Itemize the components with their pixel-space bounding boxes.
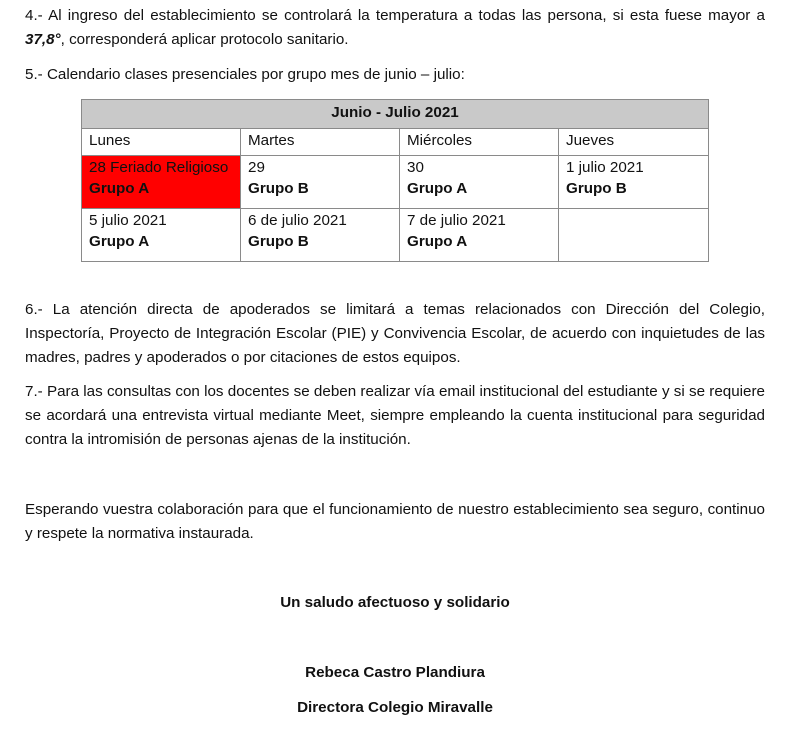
cell-date: 30: [407, 159, 424, 176]
calendar-week-row: [82, 209, 709, 262]
calendar-cell: [241, 209, 400, 262]
day-header-thursday: Jueves: [559, 129, 709, 156]
temperature-threshold: 37,8°: [25, 31, 61, 48]
item-5-paragraph: 5.- Calendario clases presenciales por grupo mes de junio – julio:: [25, 66, 465, 83]
cell-date: 28 Feriado Religioso: [89, 159, 229, 176]
calendar-cell: [400, 209, 559, 262]
day-header-monday: Lunes: [82, 129, 241, 156]
cell-group: Grupo A: [89, 180, 150, 197]
calendar-cell: [400, 156, 559, 209]
cell-date: 29: [248, 159, 265, 176]
cell-group: Grupo B: [248, 180, 309, 197]
cell-group: Grupo B: [248, 233, 309, 250]
item-7-paragraph: 7.- Para las consultas con los docentes se deben realizar vía email institucional del estudiante y si se requiere se acordará una entrevista virtual mediante Meet, siempre empleando la cuenta institucional para seguridad contra la intromisión de personas ajenas de la institución.: [25, 383, 765, 448]
cell-date: 7 de julio 2021: [407, 212, 506, 229]
calendar-title-row: [82, 100, 709, 129]
item-6-paragraph: 6.- La atención directa de apoderados se limitará a temas relacionados con Dirección del Colegio, Inspectoría, Proyecto de Integración Escolar (PIE) y Convivencia Escolar, de acuerdo con inquietudes de las madres, padres y apoderados o por citaciones de estos equipos.: [25, 301, 765, 366]
cell-group: Grupo A: [407, 233, 468, 250]
calendar-cell-empty: [559, 209, 709, 262]
cell-date: 6 de julio 2021: [248, 212, 347, 229]
cell-date: 1 julio 2021: [566, 159, 644, 176]
calendar-week-row: [82, 156, 709, 209]
closing-paragraph: Esperando vuestra colaboración para que el funcionamiento de nuestro establecimiento sea seguro, continuo y respete la normativa instaurada.: [25, 501, 765, 542]
calendar-days-row: [82, 129, 709, 156]
calendar-cell-holiday: [82, 156, 241, 209]
signatory-role: Directora Colegio Miravalle: [297, 699, 493, 716]
calendar-cell: [559, 156, 709, 209]
cell-group: Grupo A: [89, 233, 150, 250]
item-4-text-before: 4.- Al ingreso del establecimiento se controlará la temperatura a todas las persona, si esta fuese mayor a: [25, 7, 765, 24]
day-header-wednesday: Miércoles: [400, 129, 559, 156]
signatory-name: Rebeca Castro Plandiura: [305, 664, 485, 681]
greeting-line: Un saludo afectuoso y solidario: [280, 594, 510, 611]
calendar-cell: [241, 156, 400, 209]
calendar-cell: [82, 209, 241, 262]
cell-group: Grupo A: [407, 180, 468, 197]
day-header-tuesday: Martes: [241, 129, 400, 156]
calendar-table: [81, 99, 709, 262]
cell-group: Grupo B: [566, 180, 627, 197]
cell-date: 5 julio 2021: [89, 212, 167, 229]
item-4-text-after: , corresponderá aplicar protocolo sanitario.: [60, 31, 349, 48]
calendar-title: Junio - Julio 2021: [82, 100, 709, 129]
item-4-paragraph: [25, 4, 765, 52]
